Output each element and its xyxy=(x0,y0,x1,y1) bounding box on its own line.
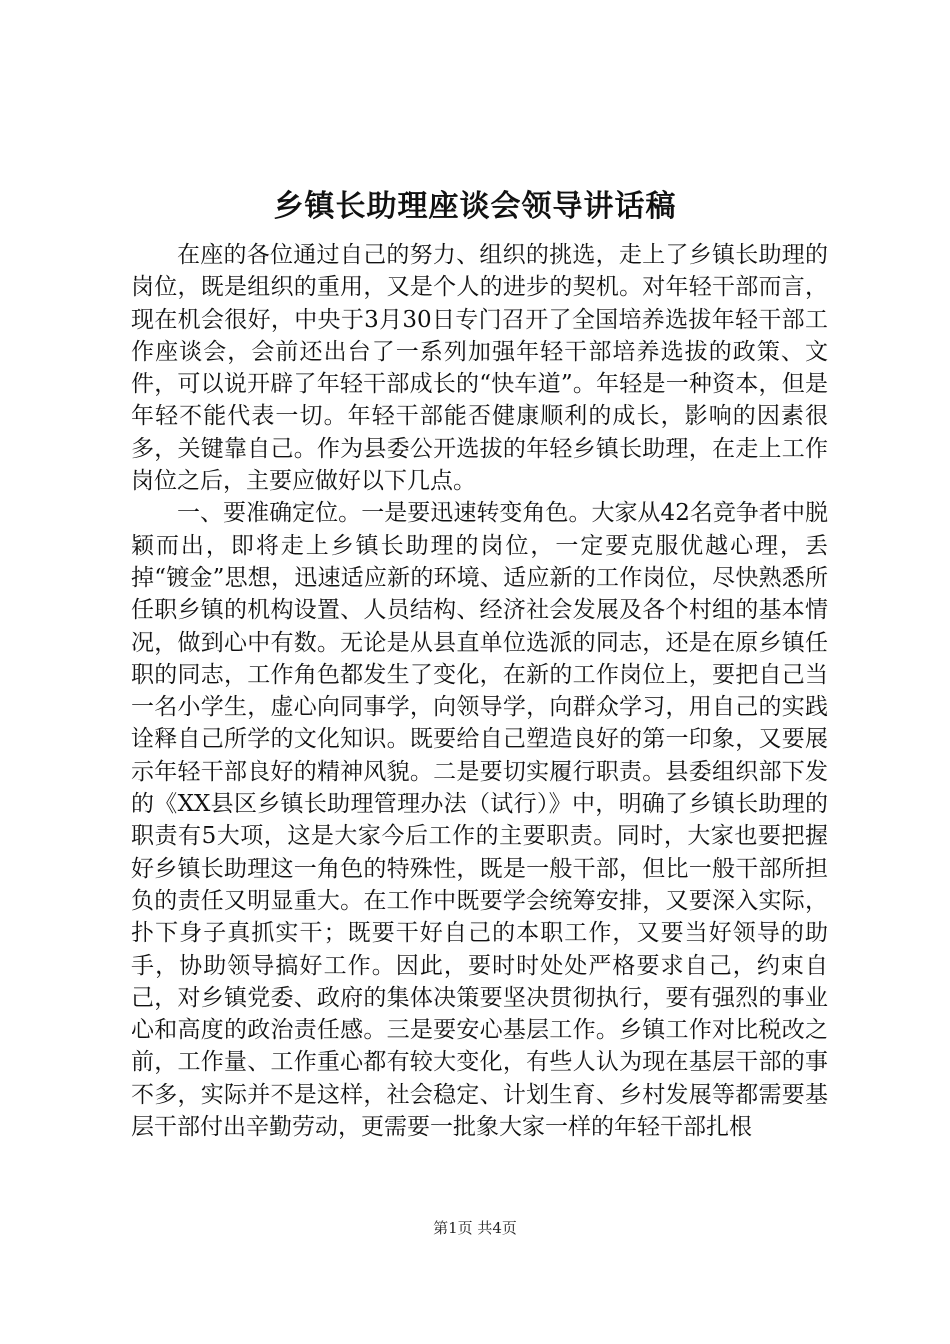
page-number-footer: 第1页 共4页 xyxy=(433,1219,517,1237)
document-body xyxy=(131,239,828,1143)
paragraph-section-one: 一、要准确定位。一是要迅速转变角色。大家从42名竞争者中脱颖而出，即将走上乡镇长助理的岗位，一定要克服优越心理，丢掉“镀金”思想，迅速适应新的环境、适应新的工作岗位，尽快熟悉所任职乡镇的机构设置、人员结构、经济社会发展及各个村组的基本情况，做到心中有数。无论是从县直单位选派的同志，还是在原乡镇任职的同志，工作角色都发生了变化，在新的工作岗位上，要把自己当一名小学生，虚心向同事学，向领导学，向群众学习，用自己的实践诠释自己所学的文化知识。既要给自己塑造良好的第一印象，又要展示年轻干部良好的精神风貌。二是要切实履行职责。县委组织部下发的《XX县区乡镇长助理管理办法（试行）》中，明确了乡镇长助理的职责有5大项，这是大家今后工作的主要职责。同时，大家也要把握好乡镇长助理这一角色的特殊性，既是一般干部，但比一般干部所担负的责任又明显重大。在工作中既要学会统筹安排，又要深入实际，扑下身子真抓实干；既要干好自己的本职工作，又要当好领导的助手，协助领导搞好工作。因此，要时时处处严格要求自己，约束自己，对乡镇党委、政府的集体决策要坚决贯彻执行，要有强烈的事业心和高度的政治责任感。三是要安心基层工作。乡镇工作对比税改之前，工作量、工作重心都有较大变化，有些人认为现在基层干部的事不多，实际并不是这样，社会稳定、计划生育、乡村发展等都需要基层干部付出辛勤劳动，更需要一批象大家一样的年轻干部扎根 xyxy=(131,500,828,1141)
paragraph-intro: 在座的各位通过自己的努力、组织的挑选，走上了乡镇长助理的岗位，既是组织的重用，又是个人的进步的契机。对年轻干部而言，现在机会很好，中央于3月30日专门召开了全国培养选拔年轻干部工作座谈会，会前还出台了一系列加强年轻干部培养选拔的政策、文件，可以说开辟了年轻干部成长的“快车道”。年轻是一种资本，但是年轻不能代表一切。年轻干部能否健康顺利的成长，影响的因素很多，关键靠自己。作为县委公开选拔的年轻乡镇长助理，在走上工作岗位之后，主要应做好以下几点。 xyxy=(131,242,828,495)
document-title: 乡镇长助理座谈会领导讲话稿 xyxy=(273,189,677,224)
